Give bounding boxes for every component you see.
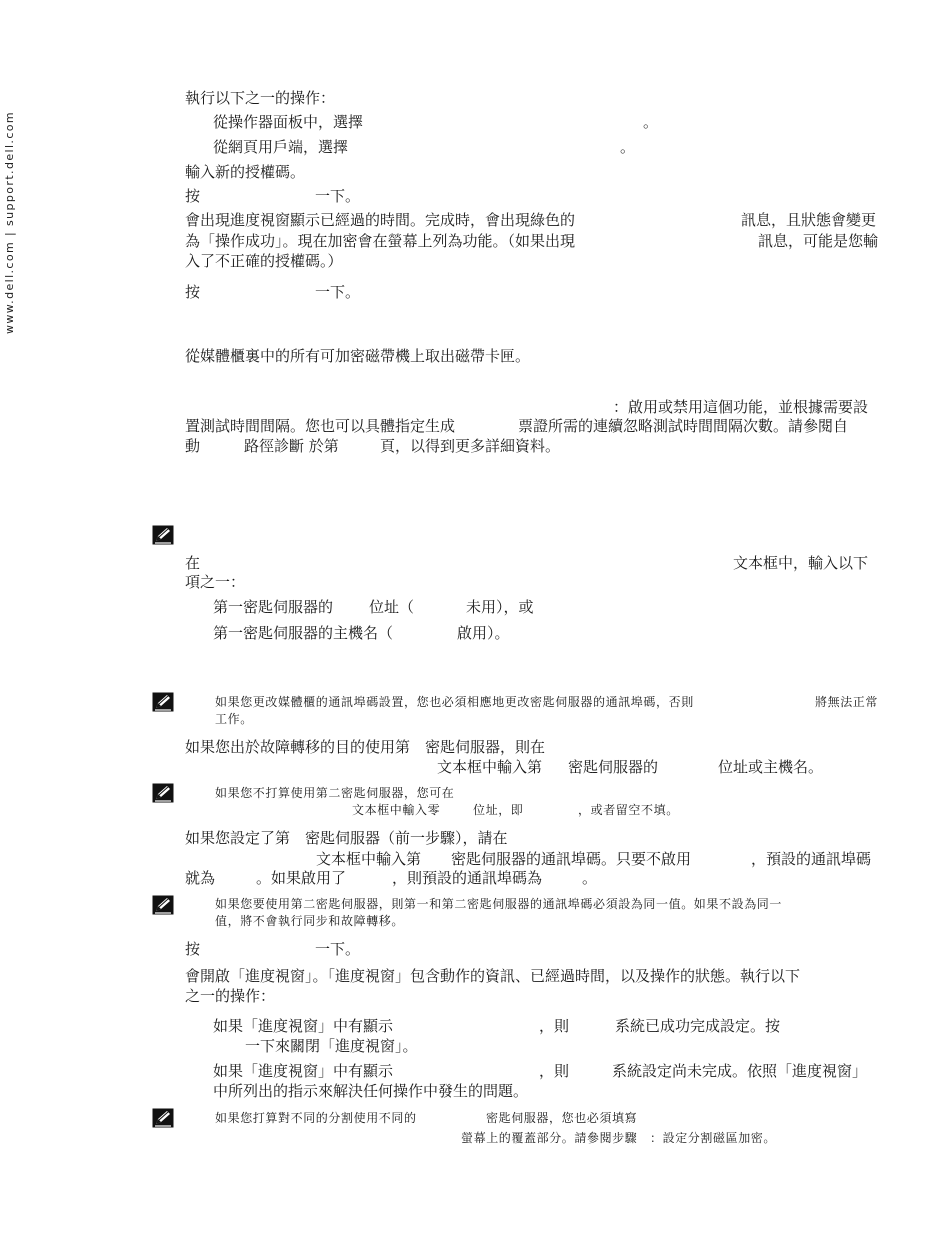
option-panel: 從操作器面板中，選擇 [213, 113, 364, 131]
diag-line-2a: 置測試時間間隔。您也可以具體指定生成 [185, 417, 456, 435]
port-line-1: 如果您設定了第 密匙伺服器（前一步驟），請在 [185, 829, 508, 847]
success-line-2: 一下來關閉「進度視窗」。 [245, 1037, 418, 1055]
note-pencil-icon [152, 895, 174, 915]
press-2-b: 一下。 [315, 283, 361, 301]
note-pencil-icon [152, 692, 174, 712]
progress-open-line-2: 之一的操作： [185, 987, 276, 1005]
fail-line-1c: 系統設定尚未完成。依照「進度視窗」 [612, 1062, 868, 1080]
server-ip-b: 位址（ [369, 598, 415, 616]
port-line-2c: ，預設的通訊埠碼 [751, 850, 872, 868]
fail-line-1a: 如果「進度視窗」中有顯示 [213, 1062, 394, 1080]
server-line-1b: 文本框中，輸入以下 [733, 554, 869, 572]
note-2-line-2b: 位址，即 [473, 803, 524, 817]
press-3-a: 按 [185, 940, 201, 958]
note-1-line-1a: 如果您更改媒體櫃的通訊埠碼設置，您也必須相應地更改密匙伺服器的通訊埠碼，否則 [215, 695, 694, 709]
port-line-3a: 就為 [185, 869, 216, 887]
note-1-line-1b: 將無法正常 [815, 695, 879, 709]
diag-line-3c: 頁，以得到更多詳細資料。 [380, 437, 561, 455]
note-pencil-icon [152, 525, 174, 545]
success-line-1c: 系統已成功完成設定。按 [615, 1017, 781, 1035]
step-intro: 執行以下之一的操作： [185, 89, 336, 107]
progress-line-3: 入了不正確的授權碼。） [185, 252, 343, 270]
fail-line-2: 中所列出的指示來解決任何操作中發生的問題。 [213, 1082, 529, 1100]
diag-line-3b: 路徑診斷 於第 [244, 437, 339, 455]
server-ip-c: 未用），或 [466, 598, 534, 616]
sidebar-url [3, 88, 15, 338]
note-1-line-2: 工作。 [215, 712, 253, 726]
port-line-2b: 密匙伺服器的通訊埠碼。只要不啟用 [451, 850, 692, 868]
remove-cartridges: 從媒體櫃裏中的所有可加密磁帶機上取出磁帶卡匣。 [185, 347, 531, 365]
note-2-line-1: 如果您不打算使用第二密匙伺服器，您可在 [215, 786, 455, 800]
sidebar-url-text: www.dell.com | support.dell.com [3, 110, 16, 334]
success-line-1b: ，則 [539, 1017, 570, 1035]
port-line-3c: ，則預設的通訊埠碼為 [392, 869, 543, 887]
progress-line-1b: 訊息，且狀態會變更 [741, 211, 877, 229]
enter-license: 輸入新的授權碼。 [185, 163, 306, 181]
option-panel-end: 。 [643, 113, 659, 131]
note-4-line-2: 螢幕上的覆蓋部分。請參閱步驟 ：設定分割磁區加密。 [461, 1131, 777, 1145]
note-2-line-2c: ，或者留空不填。 [578, 803, 679, 817]
note-pencil-icon [152, 783, 174, 803]
press-1-a: 按 [185, 187, 201, 205]
option-web-end: 。 [620, 138, 636, 156]
failover-line-2a: 文本框中輸入第 [437, 758, 543, 776]
port-line-3d: 。 [582, 869, 598, 887]
server-line-2: 項之一： [185, 573, 246, 591]
fail-line-1b: ，則 [539, 1062, 570, 1080]
diag-line-2b: 票證所需的連續忽略測試時間間隔次數。請參閱自 [518, 417, 849, 435]
note-4-line-1a: 如果您打算對不同的分割使用不同的 [215, 1111, 417, 1125]
option-web: 從網頁用戶端，選擇 [213, 138, 349, 156]
note-4-line-1b: 密匙伺服器，您也必須填寫 [486, 1111, 638, 1125]
diag-line-3a: 動 [185, 437, 201, 455]
failover-line-2b: 密匙伺服器的 [568, 758, 659, 776]
press-1-b: 一下。 [315, 187, 361, 205]
server-ip-a: 第一密匙伺服器的 [213, 598, 334, 616]
progress-open-line-1: 會開啟「進度視窗」。「進度視窗」包含動作的資訊、已經過時間，以及操作的狀態。執行以下 [185, 967, 801, 985]
failover-line-1: 如果您出於故障轉移的目的使用第 密匙伺服器，則在 [185, 738, 546, 756]
server-line-1a: 在 [185, 554, 201, 572]
press-2-a: 按 [185, 283, 201, 301]
press-3-b: 一下。 [315, 940, 361, 958]
failover-line-2c: 位址或主機名。 [718, 758, 824, 776]
diag-line-1: ：啟用或禁用這個功能，並根據需要設 [613, 398, 869, 416]
note-2-line-2a: 文本框中輸入零 [352, 803, 441, 817]
progress-line-2b: 訊息，可能是您輸 [758, 232, 879, 250]
note-pencil-icon [152, 1108, 174, 1128]
port-line-3b: 。如果啟用了 [256, 869, 347, 887]
progress-line-2a: 為「操作成功」。現在加密會在螢幕上列為功能。（如果出現 [185, 232, 576, 250]
success-line-1a: 如果「進度視窗」中有顯示 [213, 1017, 394, 1035]
server-host-b: 啟用）。 [457, 624, 510, 642]
progress-line-1a: 會出現進度視窗顯示已經過的時間。完成時，會出現綠色的 [185, 211, 576, 229]
note-3-line-1: 如果您要使用第二密匙伺服器，則第一和第二密匙伺服器的通訊埠碼必須設為同一值。如果不設為同一 [215, 897, 783, 911]
server-host-a: 第一密匙伺服器的主機名（ [213, 624, 394, 642]
note-3-line-2: 值，將不會執行同步和故障轉移。 [215, 914, 405, 928]
port-line-2a: 文本框中輸入第 [316, 850, 422, 868]
